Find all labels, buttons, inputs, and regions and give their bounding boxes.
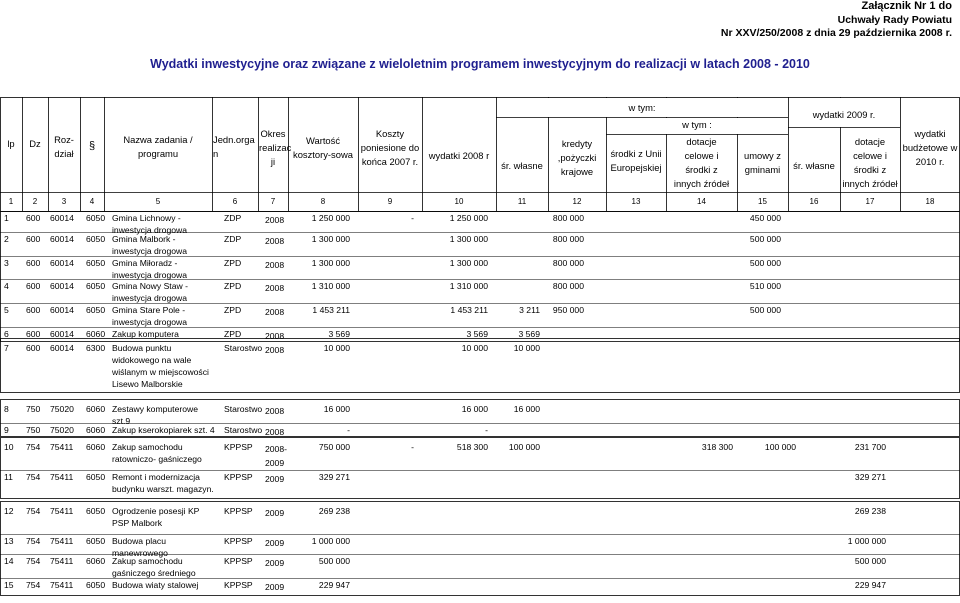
column-number: 16 [809,197,819,206]
row-nazwa-line: Gmina Miłoradz - [112,258,178,268]
column-number: 14 [697,197,706,206]
row-okres: 2008 [265,406,285,416]
row-nazwa-line: widokowego na wale [112,355,192,365]
row-wartosc: 500 000 [318,556,350,566]
row-nazwa-line: szt.9 [112,416,131,426]
row-rozdzial: 60014 [50,258,74,268]
row-dz: 600 [26,329,41,339]
row-lp: 14 [4,556,14,566]
row-paragraph: 6050 [86,258,106,268]
row-wartosc: 3 569 [328,329,350,339]
row-dz: 754 [26,442,41,452]
row-jednostka: KPPSP [224,556,253,566]
row-dotacje: 450 000 [749,213,781,223]
row-dz: 754 [26,536,41,546]
row-wartosc: 229 947 [318,580,350,590]
row-paragraph: 6050 [86,234,106,244]
header-okres: Okres realizac ji [259,128,292,167]
row-okres: 2009 [265,582,285,592]
column-number: 10 [454,197,464,206]
column-number: 11 [517,197,527,206]
column-number: 9 [387,197,393,206]
row-okres: 2009 [265,474,285,484]
header-wartosc: Wartość kosztory-sowa [293,135,353,160]
row-nazwa-line: Remont i modernizacja [112,472,200,482]
header-line-1: Załącznik Nr 1 do [861,0,952,12]
row-nazwa-line: Budowa placu [112,536,166,546]
row-rozdzial: 75020 [50,425,74,435]
header-line-3: Nr XXV/250/2008 z dnia 29 października 2008 r. [720,27,952,39]
header-wydatki-2008: wydatki 2008 r [428,150,490,161]
row-lp: 9 [4,425,9,435]
row-paragraph: 6060 [86,425,106,435]
row-wydatki-2008: 3 569 [466,329,488,339]
row-jednostka: ZPD [224,258,242,268]
column-number: 12 [572,197,582,206]
row-rozdzial: 60014 [50,305,74,315]
header-dotacje-2009: dotacje celowe i środki z innych źródeł [842,136,898,189]
row-nazwa-line: Lisewo Malborskie [112,379,183,389]
row-lp: 3 [4,258,9,268]
row-okres: 2008 [265,236,285,246]
row-wydatki-2008: 1 300 000 [449,258,488,268]
row-sr-wlasne-2009: 318 300 [701,442,733,452]
column-number: 6 [232,197,238,206]
row-nazwa-line: Budowa wiaty stalowej [112,580,199,590]
row-ue: 800 000 [552,234,584,244]
header-umowy: umowy z gminami [744,150,781,175]
header-nazwa: Nazwa zadania / programu [123,134,193,159]
row-wydatki-2010: 1 000 000 [847,536,886,546]
column-number: 17 [865,197,875,206]
row-rozdzial: 60014 [50,281,74,291]
column-number: 2 [32,197,38,206]
row-lp: 12 [4,506,14,516]
row-paragraph: 6060 [86,404,106,414]
row-dotacje-2009: 100 000 [764,442,796,452]
row-wartosc: 1 300 000 [311,234,350,244]
header-sr-wlasne-2009: śr. własne [793,160,835,171]
row-dz: 754 [26,506,41,516]
header-ue: środki z Unii Europejskiej [610,148,662,173]
row-dz: 754 [26,580,41,590]
row-paragraph: 6300 [86,343,106,353]
row-sr-wlasne: 3 211 [519,305,540,315]
row-okres: 2008 [265,283,285,293]
row-okres: 2008 [265,260,285,270]
row-nazwa-line: Budowa punktu [112,343,172,353]
row-wartosc: 329 271 [318,472,350,482]
column-number: 1 [8,197,14,206]
row-nazwa-line: Zestawy komputerowe [112,404,198,414]
column-number: 8 [320,197,326,206]
header-lp: lp [7,138,15,149]
row-wydatki-2008: 1 300 000 [449,234,488,244]
row-rozdzial: 75020 [50,404,74,414]
row-nazwa-line: Zakup komputera [112,329,179,339]
row-sr-wlasne: 16 000 [513,404,540,414]
row-nazwa-line: Gmina Malbork - [112,234,176,244]
row-wartosc: 1 000 000 [311,536,350,546]
row-okres: 2009 [265,508,285,518]
row-dotacje: 500 000 [749,305,781,315]
row-dz: 754 [26,556,41,566]
row-wydatki-2010: 500 000 [854,556,886,566]
header-w-tym: w tym: [628,102,656,113]
row-wydatki-2008: - [485,425,488,435]
row-paragraph: 6050 [86,305,106,315]
row-dz: 750 [26,404,41,414]
row-jednostka: KPPSP [224,580,253,590]
row-rozdzial: 75411 [50,580,74,590]
row-dz: 600 [26,343,41,353]
row-lp: 10 [4,442,14,452]
row-wartosc: 1 300 000 [311,258,350,268]
row-dotacje: 500 000 [749,234,781,244]
header-wydatki-2010: wydatki budżetowe w 2010 r. [902,128,958,167]
row-nazwa-line: inwestycja drogowa [112,270,187,280]
row-nazwa-line: Gmina Nowy Staw - [112,281,188,291]
row-nazwa-line: Ogrodzenie posesji KP [112,506,200,516]
row-lp: 5 [4,305,9,315]
row-rozdzial: 60014 [50,234,74,244]
header-line-2: Uchwały Rady Powiatu [837,13,952,26]
row-dz: 600 [26,234,41,244]
row-wartosc: - [347,425,350,435]
column-number: 5 [155,197,161,206]
row-wydatki-2010: 329 271 [854,472,886,482]
row-wydatki-2008: 16 000 [461,404,488,414]
row-okres: 2008 [265,331,285,341]
row-jednostka: ZPD [224,281,242,291]
row-nazwa-line: PSP Malbork [112,518,162,528]
header-w-tym-sub: w tym : [682,119,712,130]
row-nazwa-line: manewrowego [112,548,168,558]
row-paragraph: 6060 [86,442,106,452]
row-dz: 754 [26,472,41,482]
row-jednostka: Starostwo [224,425,263,435]
row-jednostka: KPPSP [224,442,253,452]
row-jednostka: Starostwo [224,404,263,414]
row-paragraph: 6050 [86,580,106,590]
row-wydatki-2008: 10 000 [461,343,488,353]
row-jednostka: ZDP [224,213,242,223]
row-lp: 2 [4,234,9,244]
row-jednostka: KPPSP [224,472,253,482]
document-title: Wydatki inwestycyjne oraz związane z wieloletnim programem inwestycyjnym do realizacji w latach 2008 - 2010 [150,57,810,71]
row-ue: 800 000 [552,213,584,223]
row-okres: 2008 [265,215,285,225]
row-nazwa-line: inwestycja drogowa [112,293,187,303]
column-number: 7 [270,197,276,206]
row-nazwa-line: ratowniczo- gaśniczego [112,454,202,464]
row-dotacje: 510 000 [749,281,781,291]
row-lp: 8 [4,404,9,414]
row-paragraph: 6050 [86,472,106,482]
row-nazwa-line: inwestycja drogowa [112,317,187,327]
row-paragraph: 6060 [86,329,106,339]
row-wartosc: 10 000 [323,343,350,353]
row-nazwa-line: Gmina Stare Pole - [112,305,186,315]
row-nazwa-line: inwestycja drogowa [112,225,187,235]
header-sr-wlasne: śr. własne [501,160,543,171]
row-paragraph: 6050 [86,506,106,516]
row-wartosc: 1 453 211 [312,305,350,315]
row-wartosc: 269 238 [318,506,350,516]
header-rozdzial: Roz- dział [54,134,74,159]
row-nazwa-line: Zakup kserokopiarek szt. 4 [112,425,215,435]
row-jednostka: ZDP [224,234,242,244]
row-wydatki-2008: 1 453 211 [450,305,488,315]
row-paragraph: 6060 [86,556,106,566]
row-ue: 800 000 [552,258,584,268]
row-lp: 7 [4,343,9,353]
row-jednostka: KPPSP [224,536,253,546]
row-wydatki-2010: 231 700 [854,442,886,452]
row-dz: 600 [26,258,41,268]
row-nazwa-line: Gmina Lichnowy - [112,213,181,223]
row-rozdzial: 75411 [50,556,74,566]
row-nazwa-line: Zakup samochodu [112,556,183,566]
header-dotacje: dotacje celowe i środki z innych źródeł [673,136,730,189]
column-number: 18 [925,197,935,206]
row-koszty: - [411,442,414,452]
row-okres: 2008 [265,345,285,355]
column-number: 15 [758,197,767,206]
column-number: 3 [61,197,67,206]
row-wydatki-2010: 229 947 [854,580,886,590]
document-header [721,0,952,41]
row-lp: 15 [4,580,14,590]
row-jednostka: ZPD [224,305,242,315]
row-rozdzial: 60014 [50,343,74,353]
row-lp: 4 [4,281,9,291]
row-rozdzial: 60014 [50,329,74,339]
row-paragraph: 6050 [86,213,106,223]
row-nazwa-line: inwestycja drogowa [112,246,187,256]
header-kredyty: kredyty ,pożyczki krajowe [557,138,597,177]
row-koszty: - [411,213,414,223]
row-wartosc: 1 310 000 [311,281,350,291]
row-nazwa-line: gaśniczego średniego [112,568,196,578]
column-number: 4 [89,197,95,206]
row-lp: 13 [4,536,14,546]
column-number: 13 [631,197,641,206]
row-dz: 600 [26,281,41,291]
row-lp: 1 [4,213,9,223]
header-paragraph: § [88,140,96,152]
row-rozdzial: 75411 [50,442,74,452]
row-jednostka: ZPD [224,329,242,339]
row-wydatki-2008: 518 300 [456,442,488,452]
row-nazwa-line: Zakup samochodu [112,442,183,452]
row-wartosc: 16 000 [323,404,350,414]
row-wydatki-2008: 1 250 000 [449,213,488,223]
row-rozdzial: 75411 [50,536,74,546]
row-lp: 6 [4,329,9,339]
row-paragraph: 6050 [86,281,106,291]
row-ue: 800 000 [552,281,584,291]
row-wydatki-2008: 1 310 000 [449,281,488,291]
row-dotacje: 500 000 [749,258,781,268]
row-rozdzial: 60014 [50,213,74,223]
row-okres: 2008- 2009 [265,444,287,468]
row-okres: 2009 [265,538,285,548]
header-wydatki-2009: wydatki 2009 r. [812,109,876,120]
row-sr-wlasne: 100 000 [508,442,540,452]
row-ue: 950 000 [552,305,584,315]
row-paragraph: 6050 [86,536,106,546]
row-rozdzial: 75411 [50,506,74,516]
row-wartosc: 750 000 [318,442,350,452]
row-dz: 600 [26,213,41,223]
row-dz: 600 [26,305,41,315]
row-rozdzial: 75411 [50,472,74,482]
header-koszty: Koszty poniesione do końca 2007 r. [360,128,420,167]
row-okres: 2008 [265,427,285,437]
row-okres: 2009 [265,558,285,568]
row-dz: 750 [26,425,41,435]
row-lp: 11 [4,472,13,482]
row-nazwa-line: budynku warszt. magazyn. [112,484,214,494]
row-wartosc: 1 250 000 [311,213,350,223]
expenditure-table [0,97,960,599]
row-sr-wlasne: 10 000 [513,343,540,353]
row-wydatki-2010: 269 238 [854,506,886,516]
row-okres: 2008 [265,307,285,317]
row-nazwa-line: wiślanym w miejscowości [112,367,209,377]
row-jednostka: KPPSP [224,506,253,516]
row-sr-wlasne: 3 569 [518,329,540,339]
header-jednostka: Jedn.orga n [213,134,255,159]
header-dz: Dz [29,138,41,149]
row-jednostka: Starostwo [224,343,263,353]
